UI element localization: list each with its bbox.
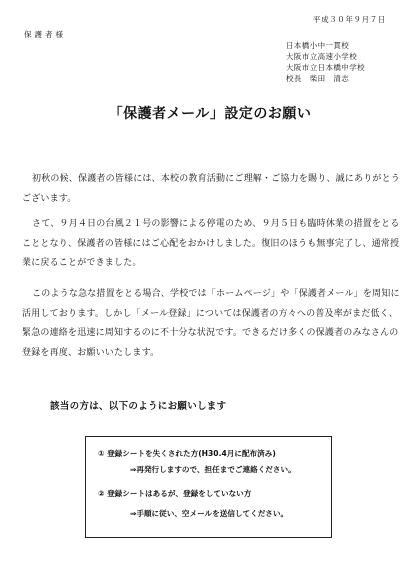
- paragraph-greeting: 初秋の候、保護者の皆様には、本校の教育活動にご理解・ご協力を賜り、誠にありがとうございます。: [22, 174, 401, 204]
- page-title: 「保護者メール」設定のお願い: [108, 106, 312, 122]
- issuer-line: 日本橋小中一貫校: [286, 41, 350, 50]
- recipient-label: 保護者様: [24, 30, 66, 39]
- issuer-line: 校長 柴田 清志: [286, 74, 350, 83]
- issue-date: 平成３０年９月７日: [313, 15, 386, 24]
- title-container: [0, 104, 420, 124]
- instruction-item-1: ① 登録シートを失くされた方(H30.4月に配布済み): [98, 449, 276, 458]
- instruction-item-2: ② 登録シートはあるが、登録をしていない方: [98, 489, 252, 498]
- instruction-box: [85, 436, 332, 538]
- issuer-line: 大阪市立高速小学校: [286, 52, 358, 61]
- issuer-line: 大阪市立日本橋中学校: [286, 63, 365, 72]
- instruction-action-1: ⇒再発行しますので、担任までご連絡ください。: [130, 465, 296, 474]
- note-heading: 該当の方は、以下のようにお願いします: [50, 401, 227, 412]
- issuer-block: [286, 40, 416, 84]
- paragraph-typhoon: さて、９月４日の台風２１号の影響による停電のため、９月５日も臨時休業の措置をとることとなり、保護者の皆様にはご心配をおかけしました。復旧のほうも無事完了し、通常授業に戻ることができました。: [22, 219, 400, 268]
- instruction-action-2: ⇒手順に従い、空メールを送信してください。: [130, 509, 289, 518]
- paragraph-request: このような急な措置をとる場合、学校では「ホームページ」や「保護者メール」を周知に活用しております。しかし「メール登録」については保護者の方々への普及率がまだ低く、緊急の連絡を迅速に周知するのに不十分な状況です。できるだけ多くの保護者のみなさんの登録を再度、お願いいたします。: [22, 289, 400, 358]
